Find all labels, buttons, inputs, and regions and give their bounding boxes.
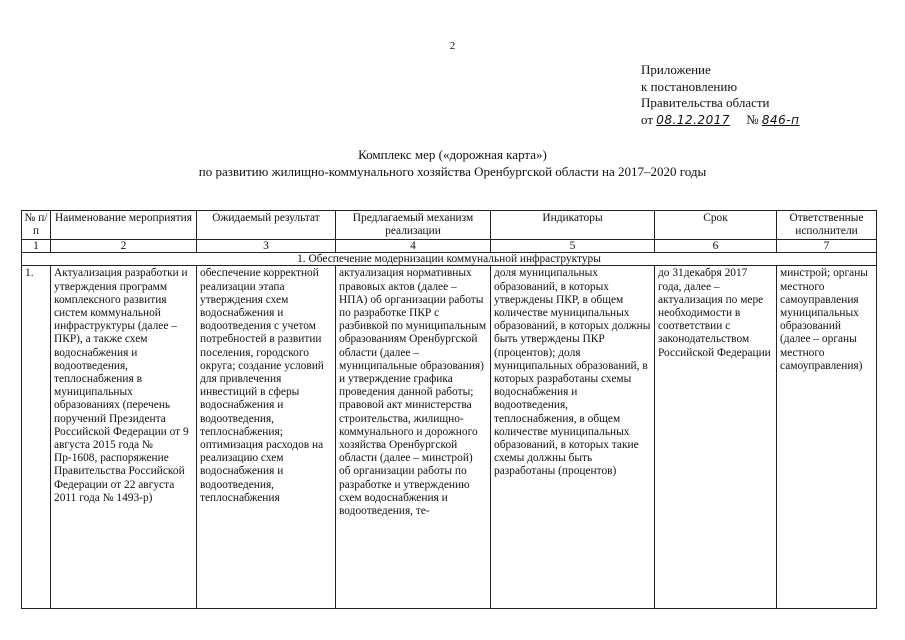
date-prefix: от xyxy=(641,111,654,127)
title-line-1: Комплекс мер («дорожная карта») xyxy=(358,147,547,162)
cell-result: обеспечение корректной реализации этапа утверждения схем водоснабжения и водоотведения с учетом потребностей в развитии поселения, городского округа; создание условий для привлечения инвестиций в сферы водоснабжения и водоотведения, теплоснабжения; оптимизация расходов на реализацию схем водоснабжения и водоотведения, теплоснабжения xyxy=(197,266,336,609)
section-row xyxy=(22,253,877,266)
column-number-row xyxy=(22,240,877,253)
cell-name: Актуализация разработки и утверждения программ комплексного развития систем коммунальной инфраструктуры (далее – ПКР), а также схем водоснабжения и водоотведения, теплоснабжения в муниципальных образованиях (перечень поручений Президента Российской Федерации от 9 августа 2015 года № Пр-1608, распоряжение Правительства Российской Федерации от 22 августа 2011 года № 1493-р) xyxy=(51,266,197,609)
cell-num: 1. xyxy=(22,266,51,609)
table-row xyxy=(22,266,877,609)
col-number: 4 xyxy=(336,240,491,253)
col-number: 3 xyxy=(197,240,336,253)
header-term: Срок xyxy=(655,211,777,240)
appendix-line-2: к постановлению xyxy=(641,78,738,94)
handwritten-date: 08.12.2017 xyxy=(656,112,730,127)
header-name: Наименование мероприятия xyxy=(51,211,197,240)
header-num: № п/п xyxy=(22,211,51,240)
document-title xyxy=(0,146,905,180)
cell-indicators: доля муниципальных образований, в которых утверждены ПКР, в общем количестве муниципальных образований, в которых должны быть утверждены ПКР (процентов); доля муниципальных образований, в которых разработаны схемы водоснабжения и водоотведения, теплоснабжения, в общем количестве муниципальных образований, в которых такие схемы должны быть разработаны (процентов) xyxy=(491,266,655,609)
number-prefix: № xyxy=(746,111,759,127)
title-line-2: по развитию жилищно-коммунального хозяйства Оренбургской области на 2017–2020 годы xyxy=(198,164,707,179)
appendix-block xyxy=(641,62,799,128)
appendix-date-line xyxy=(641,112,799,129)
header-indicators: Индикаторы xyxy=(491,211,655,240)
col-number: 2 xyxy=(51,240,197,253)
col-number: 5 xyxy=(491,240,655,253)
cell-term: до 31декабря 2017 года, далее – актуализация по мере необходимости в соответствии с законодательством Российской Федерации xyxy=(655,266,777,609)
section-title: 1. Обеспечение модернизации коммунальной инфраструктуры xyxy=(22,253,877,266)
header-mechanism: Предлагаемый механизм реализации xyxy=(336,211,491,240)
col-number: 1 xyxy=(22,240,51,253)
header-result: Ожидаемый результат xyxy=(197,211,336,240)
roadmap-table xyxy=(21,210,877,609)
cell-responsible: минстрой; органы местного самоуправления муниципальных образований (далее – органы местного самоуправления) xyxy=(777,266,877,609)
appendix-line-1: Приложение xyxy=(641,62,711,77)
header-row xyxy=(22,211,877,240)
col-number: 6 xyxy=(655,240,777,253)
cell-mechanism: актуализация нормативных правовых актов (далее – НПА) об организации работы по разработке ПКР с разбивкой по муниципальным образованиям Оренбургской области (далее – муниципальные образования) и утверждение графика проведения данной работы; правовой акт министерства строительства, жилищно-коммунального и дорожного хозяйства Оренбургской области (далее – минстрой) об организации работы по разработке и утверждению схем водоснабжения и водоотведения, те- xyxy=(336,266,491,609)
appendix-line-3: Правительства области xyxy=(641,95,770,110)
header-responsible: Ответственные исполнители xyxy=(777,211,877,240)
page-number: 2 xyxy=(449,40,456,52)
handwritten-number: 846-п xyxy=(761,112,800,127)
col-number: 7 xyxy=(777,240,877,253)
